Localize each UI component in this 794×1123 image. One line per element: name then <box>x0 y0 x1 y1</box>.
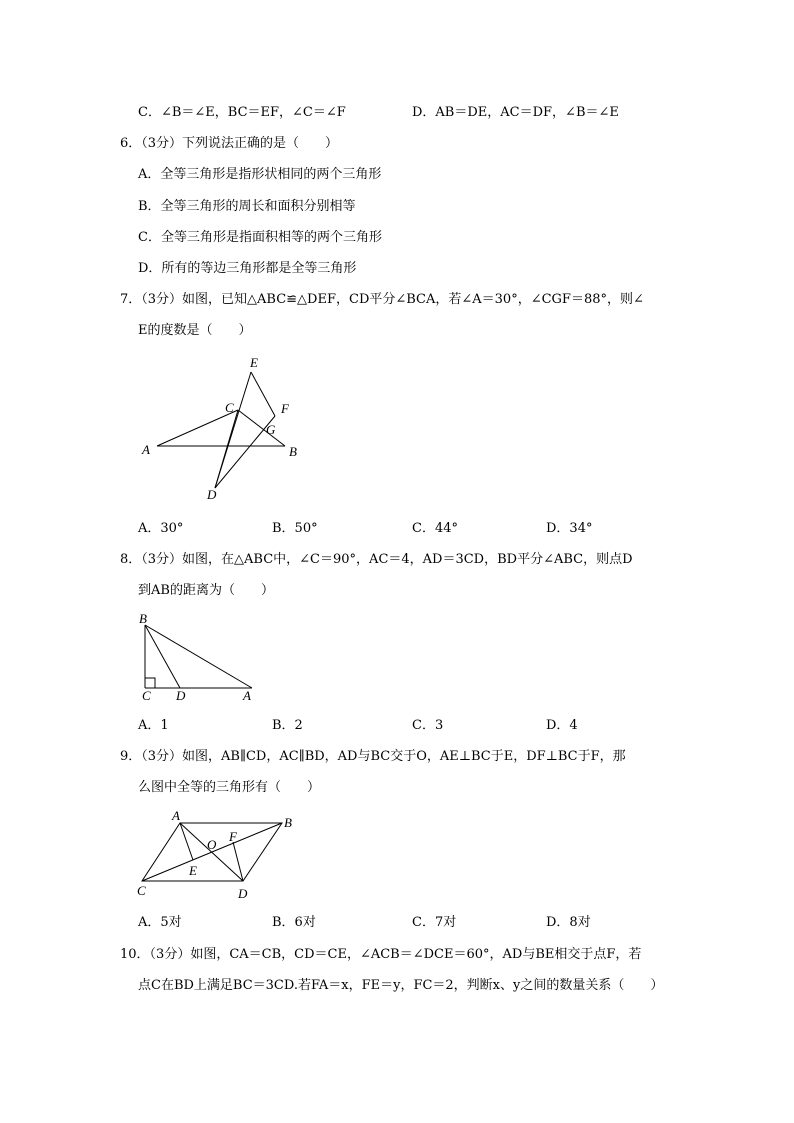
q9-option-c: C．7对 <box>412 915 457 930</box>
q5-option-c: C．∠B＝∠E，BC＝EF，∠C＝∠F <box>138 105 346 120</box>
q9-label-o: O <box>207 837 217 852</box>
q7-label-f: F <box>281 401 289 416</box>
q9-label-f: F <box>229 829 237 844</box>
q9-segment-df <box>233 842 243 881</box>
q8-segment-bd <box>145 625 180 688</box>
q6-option-d: D．所有的等边三角形都是全等三角形 <box>138 261 357 276</box>
q6-option-c: C．全等三角形是指面积相等的两个三角形 <box>138 230 382 245</box>
q7-segment-ac <box>157 410 238 446</box>
q7-label-e: E <box>250 355 258 370</box>
q9-label-e: E <box>189 863 197 878</box>
q8-option-a: A．1 <box>138 718 169 733</box>
q7-label-g: G <box>266 422 276 437</box>
q7-stem-line2: E的度数是（ ） <box>138 323 252 338</box>
q8-segment-ba <box>145 625 252 688</box>
q6-stem: 6．（3分）下列说法正确的是（ ） <box>120 136 339 151</box>
q8-label-b: B <box>139 611 147 626</box>
q9-option-b: B．6对 <box>272 915 316 930</box>
q8-label-a: A <box>243 688 251 703</box>
q9-stem-line2: 么图中全等的三角形有（ ） <box>138 780 321 795</box>
q6-option-a: A．全等三角形是指形状相同的两个三角形 <box>138 167 382 182</box>
q7-option-c: C．44° <box>412 521 458 536</box>
q8-option-d: D．4 <box>546 718 578 733</box>
q9-option-d: D．8对 <box>546 915 591 930</box>
q8-right-angle-mark <box>145 678 155 688</box>
q8-option-b: B．2 <box>272 718 303 733</box>
q8-stem-line2: 到AB的距离为（ ） <box>138 583 274 598</box>
q7-segment-ef <box>251 372 275 416</box>
q9-stem-line1: 9．（3分）如图，AB∥CD，AC∥BD，AD与BC交于O，AE⊥BC于E，DF⊥BC于F，那 <box>120 749 626 764</box>
q6-option-b: B．全等三角形的周长和面积分别相等 <box>138 199 356 214</box>
q7-label-c: C <box>225 400 234 415</box>
q7-stem-line1: 7．（3分）如图，已知△ABC≌△DEF，CD平分∠BCA，若∠A＝30°，∠CGF＝88°，则∠ <box>120 292 644 307</box>
q7-label-b: B <box>289 444 297 459</box>
q10-stem-line1: 10．（3分）如图，CA＝CB，CD＝CE，∠ACB＝∠DCE＝60°，AD与BE相交于点F，若 <box>120 947 642 962</box>
q9-label-d: D <box>238 886 248 901</box>
q10-stem-line2: 点C在BD上满足BC＝3CD.若FA＝x，FE＝y，FC＝2，判断x、y之间的数量关系（ ） <box>138 978 664 993</box>
q7-segment-cb <box>238 410 285 446</box>
q9-option-a: A．5对 <box>138 915 182 930</box>
q7-segment-de <box>215 372 251 488</box>
q7-option-b: B．50° <box>272 521 318 536</box>
q7-label-d: D <box>207 487 217 502</box>
q8-option-c: C．3 <box>412 718 444 733</box>
q7-option-d: D．34° <box>546 521 593 536</box>
q8-label-c: C <box>142 688 151 703</box>
q7-label-a: A <box>142 442 150 457</box>
q7-option-a: A．30° <box>138 521 184 536</box>
q9-diagonal-bc <box>142 823 282 881</box>
q5-option-d: D．AB＝DE，AC＝DF，∠B＝∠E <box>412 105 619 120</box>
q9-label-a: A <box>172 808 180 823</box>
q9-label-b: B <box>284 815 292 830</box>
q8-stem-line1: 8．（3分）如图，在△ABC中，∠C＝90°，AC＝4，AD＝3CD，BD平分∠ABC，则点D <box>120 552 633 567</box>
q9-label-c: C <box>137 883 146 898</box>
q8-label-d: D <box>176 688 186 703</box>
